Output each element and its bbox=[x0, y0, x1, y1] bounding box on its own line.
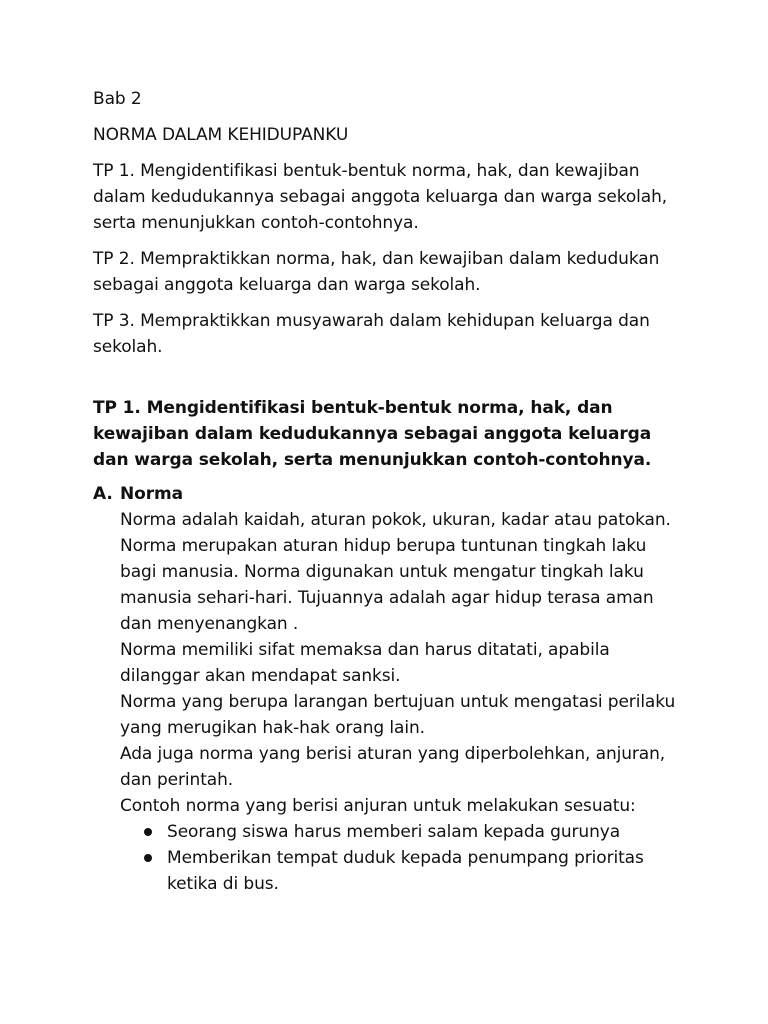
chapter-label: Bab 2 bbox=[93, 89, 142, 109]
objective-1: TP 1. Mengidentifikasi bentuk-bentuk norma, hak, dan kewajiban dalam kedudukannya sebagai anggota keluarga dan warga sekolah, serta menunjukkan contoh-contohnya. bbox=[93, 161, 668, 233]
bullet-icon bbox=[144, 854, 152, 862]
section-a-body bbox=[120, 507, 683, 897]
bullet-icon bbox=[144, 828, 152, 836]
objective-3: TP 3. Mempraktikkan musyawarah dalam kehidupan keluarga dan sekolah. bbox=[93, 311, 650, 357]
section-a bbox=[93, 481, 683, 897]
paragraph: Norma adalah kaidah, aturan pokok, ukuran, kadar atau patokan. bbox=[120, 510, 671, 530]
section-heading: TP 1. Mengidentifikasi bentuk-bentuk norma, hak, dan kewajiban dalam kedudukannya sebagai anggota keluarga dan warga sekolah, serta menunjukkan contoh-contohnya. bbox=[93, 398, 652, 470]
list-item bbox=[140, 845, 683, 897]
paragraph: Norma yang berupa larangan bertujuan untuk mengatasi perilaku yang merugikan hak-hak orang lain. bbox=[120, 692, 676, 738]
document-content bbox=[93, 86, 683, 897]
paragraph: Norma merupakan aturan hidup berupa tuntunan tingkah laku bagi manusia. Norma digunakan untuk mengatur tingkah laku manusia sehari-hari. Tujuannya adalah agar hidup terasa aman dan menyenangkan . bbox=[120, 536, 654, 634]
list-item-text: Memberikan tempat duduk kepada penumpang prioritas ketika di bus. bbox=[167, 848, 644, 894]
objective-2: TP 2. Mempraktikkan norma, hak, dan kewajiban dalam kedudukan sebagai anggota keluarga dan warga sekolah. bbox=[93, 249, 660, 295]
section-a-title bbox=[93, 481, 683, 507]
paragraph: Contoh norma yang berisi anjuran untuk melakukan sesuatu: bbox=[120, 796, 636, 816]
section-a-title-text: Norma bbox=[120, 484, 183, 504]
example-list bbox=[120, 819, 683, 897]
document-title: NORMA DALAM KEHIDUPANKU bbox=[93, 125, 349, 145]
paragraph: Ada juga norma yang berisi aturan yang diperbolehkan, anjuran, dan perintah. bbox=[120, 744, 666, 790]
section-a-letter: A. bbox=[93, 484, 113, 504]
paragraph: Norma memiliki sifat memaksa dan harus ditatati, apabila dilanggar akan mendapat sanksi. bbox=[120, 640, 610, 686]
list-item-text: Seorang siswa harus memberi salam kepada gurunya bbox=[167, 822, 621, 842]
list-item bbox=[140, 819, 683, 845]
